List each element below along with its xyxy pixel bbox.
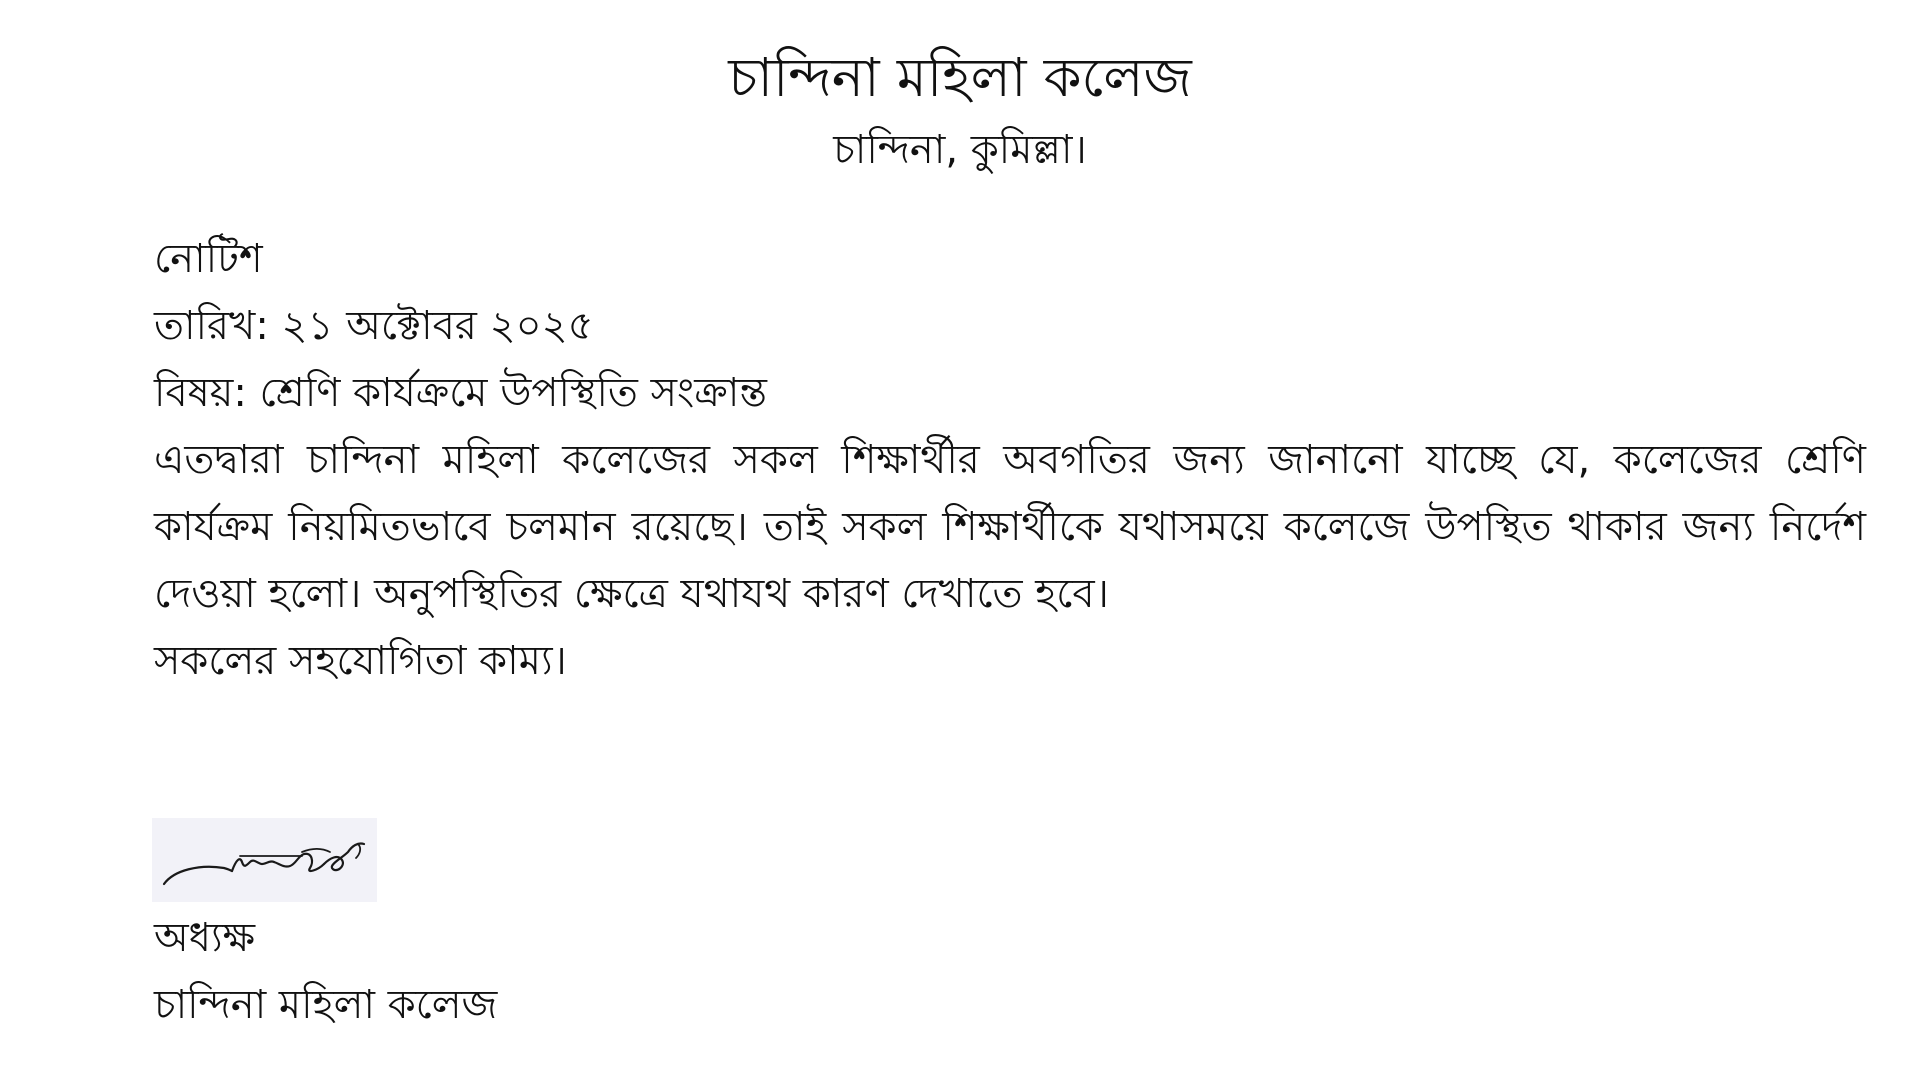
handwritten-signature: [152, 818, 377, 902]
signatory-title: অধ্যক্ষ: [154, 915, 256, 961]
signatory-organization: চান্দিনা মহিলা কলেজ: [154, 982, 498, 1028]
notice-body: এতদ্বারা চান্দিনা মহিলা কলেজের সকল শিক্ষার্থীর অবগতির জন্য জানানো যাচ্ছে যে, কলেজের শ্রেণি কার্যক্রম নিয়মিতভাবে চলমান রয়েছে। তাই সকল শিক্ষার্থীকে যথাসময়ে কলেজে উপস্থিত থাকার জন্য নির্দেশ দেওয়া হলো। অনুপস্থিতির ক্ষেত্রে যথাযথ কারণ দেখাতে হবে।: [154, 437, 1866, 617]
notice-subject: বিষয়: শ্রেণি কার্যক্রমে উপস্থিতি সংক্রান্ত: [154, 370, 767, 416]
letterhead: [0, 40, 1920, 180]
notice-content: [154, 226, 1866, 695]
college-name: চান্দিনা মহিলা কলেজ: [728, 46, 1192, 109]
signature-block: [152, 818, 377, 902]
notice-closing: সকলের সহযোগিতা কাম্য।: [154, 638, 567, 684]
signature-image: [152, 818, 377, 902]
college-address: চান্দিনা, কুমিল্লা।: [833, 127, 1087, 173]
notice-date: তারিখ: ২১ অক্টোবর ২০২৫: [154, 303, 594, 349]
notice-label: নোটিশ: [154, 236, 263, 282]
